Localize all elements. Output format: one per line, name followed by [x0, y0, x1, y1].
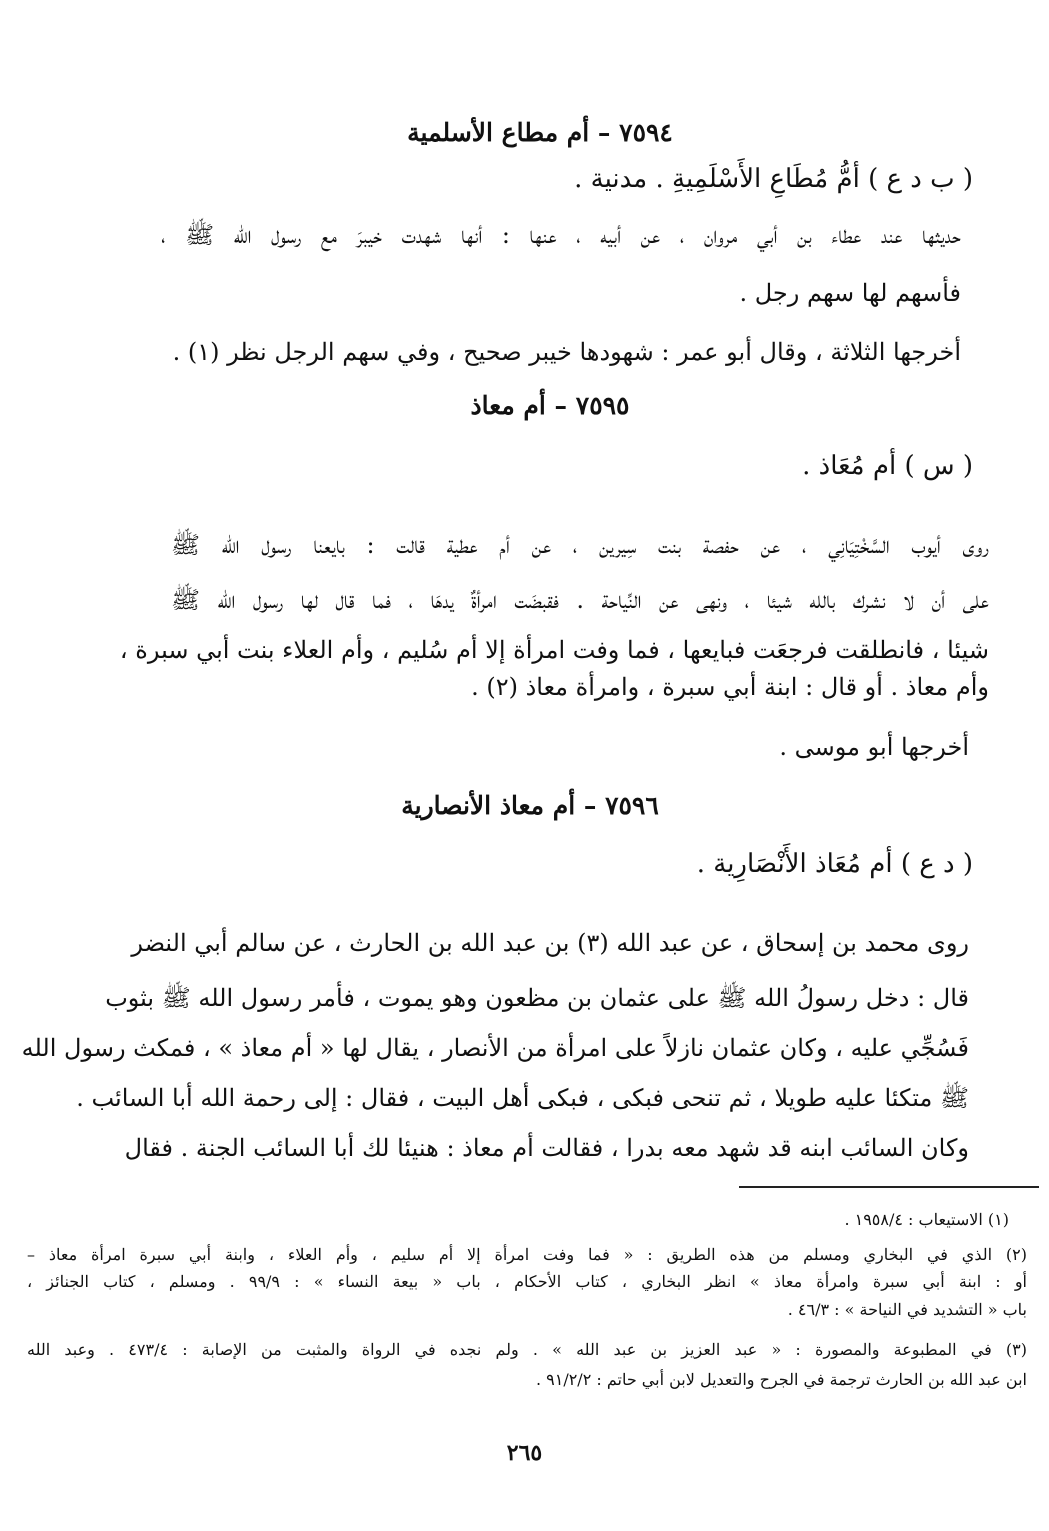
entry-takhrij-7594: أخرجها الثلاثة ، وقال أبو عمر : شهودها خيبر صحيح ، وفي سهم الرجل نظر (١) .	[172, 338, 961, 366]
entry-body-line: ﷺ متكئا عليه طويلا ، ثم تنحى فبكى ، فبكى أهل البيت ، فقال : إلى رحمة الله أبا السائب .	[76, 1084, 969, 1112]
entry-sources-7595: ( س ) أم مُعَاذ .	[802, 451, 973, 481]
entry-body-line: وأم معاذ . أو قال : ابنة أبي سبرة ، وامرأة معاذ (٢) .	[471, 673, 989, 701]
entry-body-line: قال : دخل رسولُ الله ﷺ على عثمان بن مظعون وهو يموت ، فأمر رسول الله ﷺ بثوب	[105, 984, 969, 1012]
entry-body-line: روى محمد بن إسحاق ، عن عبد الله (٣) بن عبد الله بن الحارث ، عن سالم أبي النضر	[131, 929, 969, 957]
footnote: ابن عبد الله بن الحارث ترجمة في الجرح والتعديل لابن أبي حاتم : ٩١/٢/٢ .	[535, 1370, 1027, 1389]
footnote: (٢) الذي في البخاري ومسلم من هذه الطريق : « فما وفت امرأة إلا أم سليم ، وأم العلاء ، وابنة أبي سبرة امرأة معاذ –	[27, 1245, 1027, 1264]
entry-body-line: فأسهم لها سهم رجل .	[739, 279, 961, 307]
footnote-rule	[739, 1186, 1039, 1188]
entry-sources-7594: ( ب د ع ) أمُّ مُطَاعِ الأَسْلَمِيةِ . مدنية .	[574, 164, 973, 194]
entry-heading-7596: ٧٥٩٦ – أم معاذ الأنصارية	[401, 791, 659, 820]
entry-body-line: حديثها عند عطاء بن أبي مروان ، عن أبيه ، عنها : أنها شهدت خيبرَ مع رسول الله ﷺ ،	[161, 221, 961, 249]
entry-body-line: شيئا ، فانطلقت فرجعَت فبايعها ، فما وفت امرأة إلا أم سُليم ، وأم العلاء بنت أبي سبرة ،	[119, 636, 989, 664]
footnote: (٣) في المطبوعة والمصورة : « عبد العزيز بن عبد الله » . ولم نجده في الرواة والمثبت من الإصابة : ٤٧٣/٤ . وعبد الله	[27, 1340, 1027, 1359]
entry-heading-7594: ٧٥٩٤ – أم مطاع الأسلمية	[407, 118, 673, 147]
entry-takhrij-7595: أخرجها أبو موسى .	[779, 733, 969, 761]
entry-heading-7595: ٧٥٩٥ – أم معاذ	[470, 391, 630, 420]
entry-body-line: روى أيوب السَّخْتِيَانِي ، عن حفصة بنت سِيرين ، عن أم عطية قالت : بايعنا رسول الله ﷺ	[171, 531, 989, 559]
entry-sources-7596: ( د ع ) أم مُعَاذ الأَنْصَارِية .	[696, 849, 973, 879]
entry-body-line: وكان السائب ابنه قد شهد معه بدرا ، فقالت أم معاذ : هنيئا لك أبا السائب الجنة . فقال	[124, 1134, 969, 1162]
footnote: (١) الاستيعاب : ١٩٥٨/٤ .	[844, 1210, 1009, 1229]
footnote: باب « التشديد في النياحة » : ٤٦/٣ .	[787, 1300, 1027, 1319]
footnote: أو : ابنة أبي سبرة وامرأة معاذ » انظر البخاري ، كتاب الأحكام ، باب « بيعة النساء » : ٩٩/٩ . ومسلم ، كتاب الجنائز ،	[27, 1272, 1027, 1291]
entry-body-line: فَسُجِّي عليه ، وكان عثمان نازلاً على امرأة من الأنصار ، يقال لها « أم معاذ » ، فمكث رسول الله	[21, 1034, 969, 1062]
entry-body-line: على أن لا نشرك بالله شيئا ، ونهى عن النِّياحة . فقبضَت امرأةٌ يدهَا ، فما قال لها رسول الله ﷺ	[171, 586, 989, 614]
page-number: ٢٦٥	[506, 1440, 543, 1466]
